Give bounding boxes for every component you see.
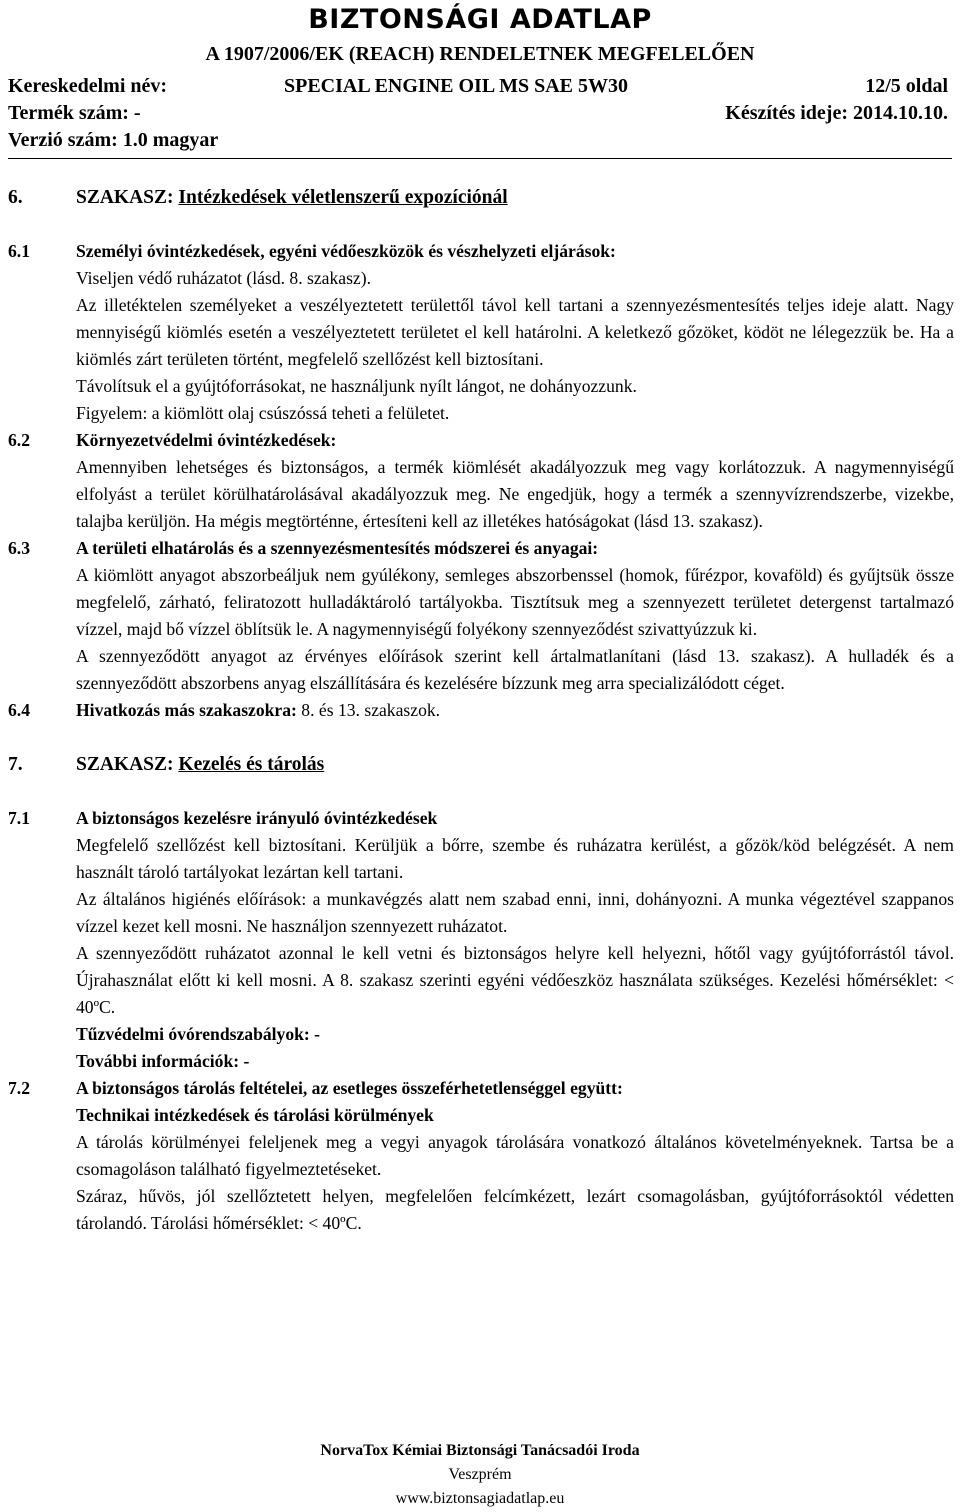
- paragraph: Figyelem: a kiömlött olaj csúszóssá teheti a felületet.: [76, 403, 450, 423]
- subsection-6-3: 6.3 A területi elhatárolás és a szennyezésmentesítés módszerei és anyagai: A kiömlött anyagot abszorbeáljuk nem gyúlékony, semleges abszorbenssel (homok, fűrézpor, kovaföld) és gyűjtsük össze megfelelő, zárható, feliratozott hulladáktároló tartályokba. Tisztítsuk meg a szennyezett területet detergenst tartalmazó vízzel, majd bő vízzel öblítsük le. A nagymennyiségű folyékony szennyeződést szivattyúzzuk ki. A szennyeződött anyagot az érvényes előírások szerint kell ártalmatlanítani (lásd 13. szakasz). A hulladék és a szennyeződött abszorbens anyag elszállítására és kezelésére bízzunk meg arra specializálódott céget.: [8, 535, 954, 697]
- subsection-6-4: 6.4 Hivatkozás más szakaszokra: 8. és 13. szakaszok.: [8, 700, 441, 720]
- subsection-6-2-heading: Környezetvédelmi óvintézkedések:: [76, 430, 337, 450]
- footer-organization: NorvaTox Kémiai Biztonsági Tanácsadói Iroda: [320, 1442, 640, 1459]
- subsection-6-2: 6.2 Környezetvédelmi óvintézkedések: Amennyiben lehetséges és biztonságos, a termék kiömlését akadályozzuk meg vagy korlátozzuk. A nagymennyiségű elfolyást a terület körülhatárolásával akadályozzuk meg. Ne engedjük, hogy a termék a szennyvízrendszerbe, vizekbe, talajba kerüljön. Ha mégis megtörténne, értesíteni kell az illetékes hatóságokat (lásd 13. szakasz).: [8, 427, 954, 535]
- subsection-6-1: 6.1 Személyi óvintézkedések, egyéni védőeszközök és vészhelyzeti eljárások: Viseljen védő ruházatot (lásd. 8. szakasz). Az illetéktelen személyeket a veszélyeztetett területtől távol kell tartani a szennyezésmentesítés teljes ideje alatt. Nagy mennyiségű kiömlés esetén a veszélyeztetett területet el kell határolni. A keletkező gőzöket, ködöt ne lélegezzük be. Ha a kiömlés zárt területen történt, megfelelő szellőzést kell biztosítani. Távolítsuk el a gyújtóforrásokat, ne használjunk nyílt lángot, ne dohányozzunk. Figyelem: a kiömlött olaj csúszóssá teheti a felületet.: [8, 238, 954, 427]
- section-6-title: Intézkedések véletlenszerű expozíciónál: [178, 187, 508, 208]
- paragraph: A tárolás körülményei feleljenek meg a vegyi anyagok tárolására vonatkozó általános követelményeknek. Tartsa be a csomagoláson található figyelmeztetéseket.: [76, 1132, 954, 1179]
- subsection-7-2: 7.2 A biztonságos tárolás feltételei, az esetleges összeférhetetlenséggel együtt: Technikai intézkedések és tárolási körülmények A tárolás körülményei feleljenek meg a vegyi anyagok tárolására vonatkozó általános követelményeknek. Tartsa be a csomagoláson található figyelmeztetéseket. Száraz, hűvös, jól szellőztetett helyen, megfelelően felcímkézett, lezárt csomagolásban, gyújtóforrásoktól védetten tárolandó. Tárolási hőmérséklet: < 40ºC.: [8, 1075, 954, 1237]
- paragraph: Távolítsuk el a gyújtóforrásokat, ne használjunk nyílt lángot, ne dohányozzunk.: [76, 376, 637, 396]
- fire-protection-line: Tűzvédelmi óvórendszabályok: -: [76, 1024, 321, 1044]
- trade-name-value: SPECIAL ENGINE OIL MS SAE 5W30: [284, 75, 628, 97]
- section-7-title: Kezelés és tárolás: [178, 754, 325, 775]
- header-row-1: [8, 74, 952, 98]
- footer-city: Veszprém: [448, 1466, 512, 1483]
- subsection-6-3-heading: A területi elhatárolás és a szennyezésmentesítés módszerei és anyagai:: [76, 538, 599, 558]
- paragraph: Az általános higiénés előírások: a munkavégzés alatt nem szabad enni, inni, dohányozni. A munka végeztével szappanos vízzel kezet kell mosni. Ne használjon szennyezett ruházatot.: [76, 889, 954, 936]
- paragraph: A szennyeződött ruházatot azonnal le kell vetni és biztonságos helyre kell helyezni, hőtől vagy gyújtóforrástól távol. Újrahasználat előtt ki kell mosni. A 8. szakasz szerinti egyéni védőeszköz használata szükséges. Kezelési hőmérséklet: < 40ºC.: [76, 943, 954, 1017]
- subsection-6-1-heading: Személyi óvintézkedések, egyéni védőeszközök és vészhelyzeti eljárások:: [76, 241, 616, 261]
- paragraph: A kiömlött anyagot abszorbeáljuk nem gyúlékony, semleges abszorbenssel (homok, fűrézpor, kovaföld) és gyűjtsük össze megfelelő, zárható, feliratozott hulladáktároló tartályokba. Tisztítsuk meg a szennyezett területet detergenst tartalmazó vízzel, majd bő vízzel öblítsük le. A nagymennyiségű folyékony szennyeződést szivattyúzzuk ki.: [76, 565, 954, 639]
- further-info-line: További információk: -: [76, 1051, 250, 1071]
- paragraph: Viseljen védő ruházatot (lásd. 8. szakasz).: [76, 268, 371, 288]
- prepared-date: Készítés ideje: 2014.10.10.: [725, 102, 948, 124]
- paragraph: Száraz, hűvös, jól szellőztetett helyen, megfelelően felcímkézett, lezárt csomagolásban, gyújtóforrásoktól védetten tárolandó. Tárolási hőmérséklet: < 40ºC.: [76, 1186, 954, 1233]
- subsection-7-2-subheading: Technikai intézkedések és tárolási körülmények: [76, 1105, 434, 1125]
- paragraph: Megfelelő szellőzést kell biztosítani. Kerüljük a bőrre, szembe és ruházatra kerülést, a gőzök/köd belégzését. A nem használt tároló tartályokat lezártan kell tartani.: [76, 835, 954, 882]
- document-title: BIZTONSÁGI ADATLAP: [308, 4, 652, 35]
- product-number: Termék szám: -: [8, 102, 141, 124]
- subsection-7-2-heading: A biztonságos tárolás feltételei, az esetleges összeférhetetlenséggel együtt:: [76, 1078, 623, 1098]
- section-7-heading: 7. SZAKASZ: Kezelés és tárolás: [8, 754, 325, 775]
- page-info: 12/5 oldal: [865, 75, 948, 97]
- paragraph: Az illetéktelen személyeket a veszélyeztetett területtől távol kell tartani a szennyezésmentesítés teljes ideje alatt. Nagy mennyiségű kiömlés esetén a veszélyeztetett területet el kell határolni. A keletkező gőzöket, ködöt ne lélegezzük be. Ha a kiömlés zárt területen történt, megfelelő szellőzést kell biztosítani.: [76, 295, 954, 369]
- trade-name-label: Kereskedelmi név:: [8, 75, 168, 97]
- document-body: [8, 184, 954, 1237]
- subsection-7-1: 7.1 A biztonságos kezelésre irányuló óvintézkedések Megfelelő szellőzést kell biztosítani. Kerüljük a bőrre, szembe és ruházatra kerülést, a gőzök/köd belégzését. A nem használt tároló tartályokat lezártan kell tartani. Az általános higiénés előírások: a munkavégzés alatt nem szabad enni, inni, dohányozni. A munka végeztével szappanos vízzel kezet kell mosni. Ne használjon szennyezett ruházatot. A szennyeződött ruházatot azonnal le kell vetni és biztonságos helyre kell helyezni, hőtől vagy gyújtóforrástól távol. Újrahasználat előtt ki kell mosni. A 8. szakasz szerinti egyéni védőeszköz használata szükséges. Kezelési hőmérséklet: < 40ºC. Tűzvédelmi óvórendszabályok: - További információk: -: [8, 805, 954, 1075]
- version-number: Verzió szám: 1.0 magyar: [8, 129, 219, 151]
- header-row-3: [8, 128, 952, 152]
- section-6-heading: 6. SZAKASZ: Intézkedések véletlenszerű expozíciónál: [8, 187, 508, 208]
- subsection-6-4-text: 8. és 13. szakaszok.: [296, 700, 441, 720]
- document-subtitle: A 1907/2006/EK (REACH) RENDELETNEK MEGFELELŐEN: [205, 43, 755, 65]
- subsection-6-4-heading: Hivatkozás más szakaszokra:: [76, 700, 297, 720]
- paragraph: A szennyeződött anyagot az érvényes előírások szerint kell ártalmatlanítani (lásd 13. szakasz). A hulladék és a szennyeződött abszorbens anyag elszállítására és kezelésére bízzunk meg arra specializálódott céget.: [76, 646, 954, 693]
- header-divider: [8, 158, 952, 159]
- header-row-2: [8, 101, 952, 125]
- footer-website: www.biztonsagiadatlap.eu: [395, 1490, 565, 1507]
- paragraph: Amennyiben lehetséges és biztonságos, a termék kiömlését akadályozzuk meg vagy korlátozzuk. A nagymennyiségű elfolyást a terület körülhatárolásával akadályozzuk meg. Ne engedjük, hogy a termék a szennyvízrendszerbe, vizekbe, talajba kerüljön. Ha mégis megtörténne, értesíteni kell az illetékes hatóságokat (lásd 13. szakasz).: [76, 457, 954, 531]
- subsection-7-1-heading: A biztonságos kezelésre irányuló óvintézkedések: [76, 808, 438, 828]
